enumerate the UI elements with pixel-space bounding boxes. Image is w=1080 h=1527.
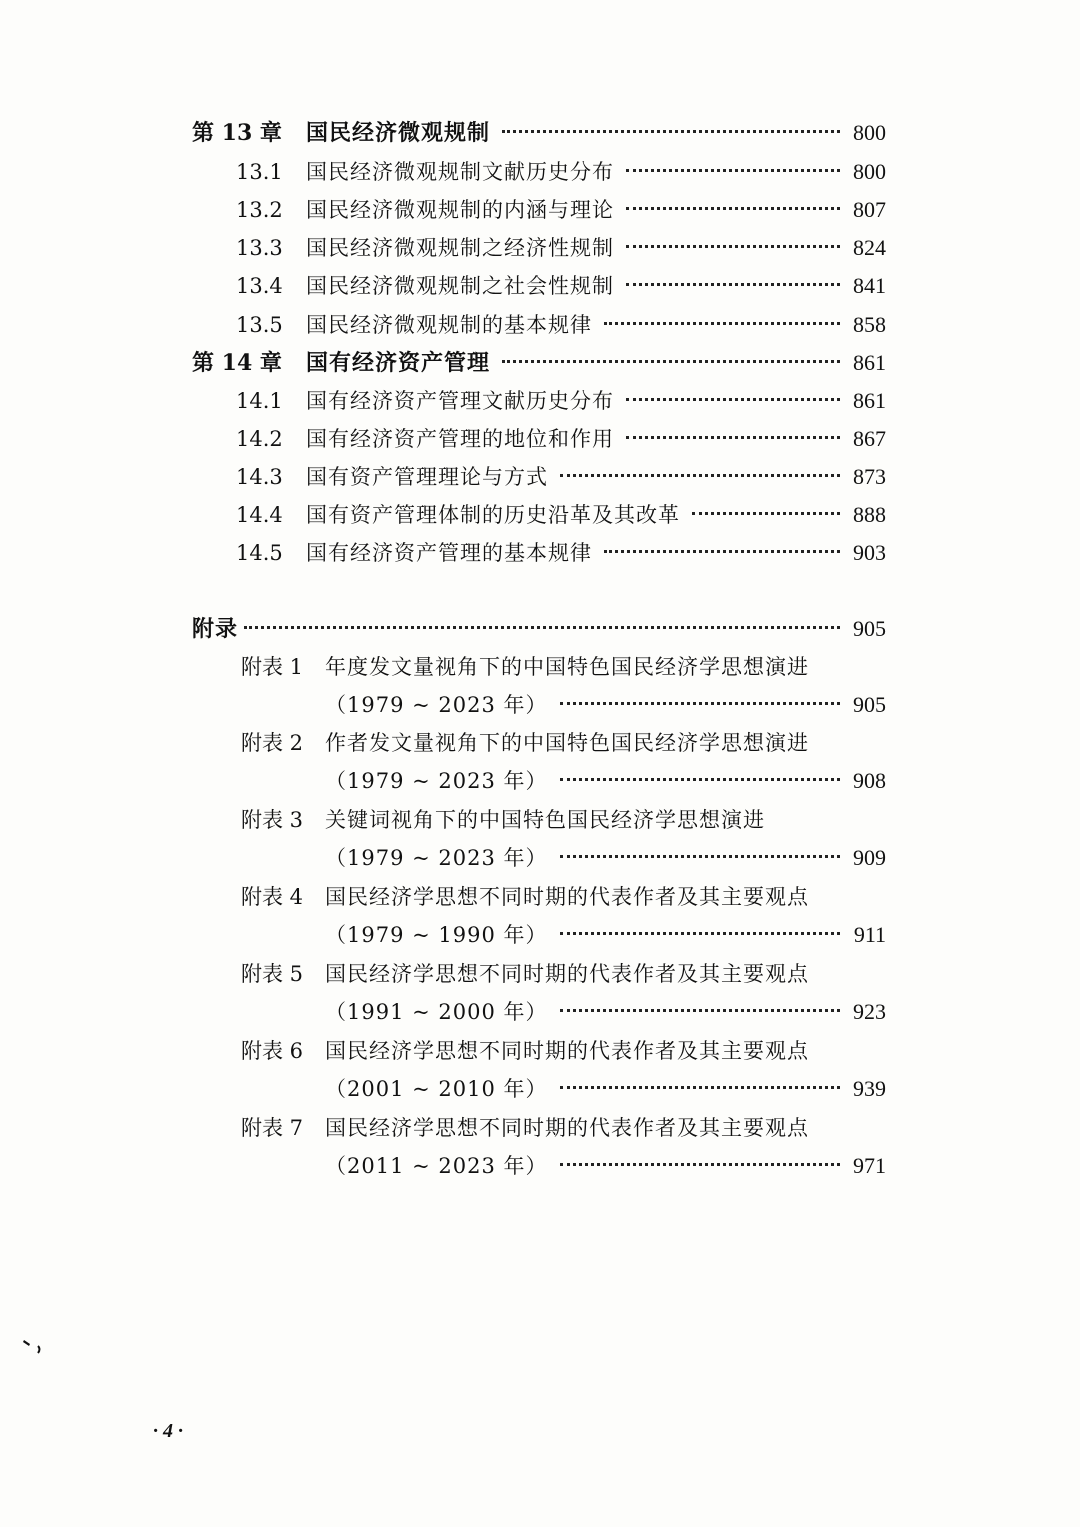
section-number: 14.4 xyxy=(236,503,283,527)
section-number: 14.3 xyxy=(236,465,283,489)
section-number: 14.5 xyxy=(236,541,283,565)
appendix-table-years: （1991 ~ 2000 年） xyxy=(325,1000,548,1024)
dot-leader xyxy=(560,1086,840,1089)
appendix-table-title: 国民经济学思想不同时期的代表作者及其主要观点 xyxy=(325,1039,809,1063)
section-number: 13.5 xyxy=(236,313,283,337)
page-number: 971 xyxy=(853,1153,886,1178)
appendix-table-title: 国民经济学思想不同时期的代表作者及其主要观点 xyxy=(325,962,809,986)
scan-speck xyxy=(22,1336,52,1356)
dot-leader xyxy=(560,855,840,858)
appendix-table-title: 年度发文量视角下的中国特色国民经济学思想演进 xyxy=(325,655,809,679)
dot-leader xyxy=(244,626,840,629)
page-number: 867 xyxy=(853,426,886,451)
page-number: 903 xyxy=(853,540,886,565)
toc-appendix-table-1[interactable] xyxy=(241,650,886,684)
section-title: 国有经济资产管理文献历史分布 xyxy=(306,389,614,413)
toc-section-14-2[interactable] xyxy=(236,422,886,456)
appendix-table-number: 附表 4 xyxy=(241,885,304,909)
appendix-table-title: 作者发文量视角下的中国特色国民经济学思想演进 xyxy=(325,731,809,755)
section-title: 国民经济微观规制文献历史分布 xyxy=(306,160,614,184)
section-number: 13.2 xyxy=(236,198,283,222)
dot-leader xyxy=(626,398,840,401)
page-number: 911 xyxy=(853,922,886,947)
chapter-title: 国民经济微观规制 xyxy=(305,120,490,146)
chapter-number: 第 14 章 xyxy=(192,350,282,376)
toc-section-13-4[interactable] xyxy=(236,269,886,303)
toc-appendix-table-4[interactable] xyxy=(241,880,886,914)
dot-leader xyxy=(560,702,840,705)
chapter-number: 第 13 章 xyxy=(192,120,282,146)
dot-leader xyxy=(560,932,840,935)
dot-leader xyxy=(604,550,840,553)
appendix-table-number: 附表 7 xyxy=(241,1116,304,1140)
toc-appendix-table-5-years[interactable] xyxy=(325,995,886,1029)
toc-section-13-2[interactable] xyxy=(236,193,886,227)
section-number: 13.4 xyxy=(236,274,283,298)
page-number: 888 xyxy=(853,502,886,527)
appendix-table-years: （1979 ~ 2023 年） xyxy=(325,769,548,793)
appendix-table-number: 附表 2 xyxy=(241,731,304,755)
page-number: 858 xyxy=(853,312,886,337)
dot-leader xyxy=(502,130,840,133)
toc-appendix[interactable] xyxy=(192,612,886,646)
dot-leader xyxy=(560,1163,840,1166)
section-number: 14.1 xyxy=(236,389,283,413)
appendix-table-title: 国民经济学思想不同时期的代表作者及其主要观点 xyxy=(325,885,809,909)
page-number: 939 xyxy=(853,1076,886,1101)
section-number: 13.1 xyxy=(236,160,283,184)
toc-appendix-table-7-years[interactable] xyxy=(325,1149,886,1183)
page-number: 923 xyxy=(853,999,886,1024)
section-number: 13.3 xyxy=(236,236,283,260)
toc-section-14-3[interactable] xyxy=(236,460,886,494)
toc-section-13-5[interactable] xyxy=(236,308,886,342)
toc-appendix-table-6[interactable] xyxy=(241,1034,886,1068)
appendix-table-years: （2001 ~ 2010 年） xyxy=(325,1077,548,1101)
appendix-table-number: 附表 1 xyxy=(241,655,304,679)
dot-leader xyxy=(626,245,840,248)
dot-leader xyxy=(604,322,840,325)
toc-appendix-table-3[interactable] xyxy=(241,803,886,837)
toc-section-14-1[interactable] xyxy=(236,384,886,418)
section-title: 国民经济微观规制的内涵与理论 xyxy=(306,198,614,222)
section-title: 国民经济微观规制的基本规律 xyxy=(306,313,592,337)
toc-appendix-table-1-years[interactable] xyxy=(325,688,886,722)
section-title: 国民经济微观规制之经济性规制 xyxy=(306,236,614,260)
dot-leader xyxy=(692,512,840,515)
toc-section-13-1[interactable] xyxy=(236,155,886,189)
section-title: 国有资产管理理论与方式 xyxy=(306,465,548,489)
page-folio: · 4 · xyxy=(153,1420,183,1442)
section-number: 14.2 xyxy=(236,427,283,451)
dot-leader xyxy=(626,283,840,286)
toc-appendix-table-3-years[interactable] xyxy=(325,841,886,875)
toc-section-13-3[interactable] xyxy=(236,231,886,265)
dot-leader xyxy=(502,360,840,363)
page-number: 841 xyxy=(853,273,886,298)
toc-appendix-table-7[interactable] xyxy=(241,1111,886,1145)
toc-appendix-table-2[interactable] xyxy=(241,726,886,760)
section-title: 国有经济资产管理的地位和作用 xyxy=(306,427,614,451)
dot-leader xyxy=(626,436,840,439)
page-number: 905 xyxy=(853,692,886,717)
appendix-table-title: 关键词视角下的中国特色国民经济学思想演进 xyxy=(325,808,765,832)
page-number: 905 xyxy=(853,616,886,641)
page-number: 800 xyxy=(853,120,886,145)
page-number: 824 xyxy=(853,235,886,260)
page-number: 861 xyxy=(853,388,886,413)
toc-chapter-13[interactable] xyxy=(192,116,886,150)
appendix-title: 附录 xyxy=(192,616,239,642)
page-number: 800 xyxy=(853,159,886,184)
page-number: 909 xyxy=(853,845,886,870)
appendix-table-years: （2011 ~ 2023 年） xyxy=(325,1154,548,1178)
appendix-table-number: 附表 6 xyxy=(241,1039,304,1063)
dot-leader xyxy=(626,169,840,172)
dot-leader xyxy=(560,474,840,477)
dot-leader xyxy=(560,1009,840,1012)
page-number: 861 xyxy=(853,350,886,375)
toc-appendix-table-2-years[interactable] xyxy=(325,764,886,798)
page-number: 873 xyxy=(853,464,886,489)
toc-appendix-table-4-years[interactable] xyxy=(325,918,886,952)
page-number: 908 xyxy=(853,768,886,793)
section-title: 国民经济微观规制之社会性规制 xyxy=(306,274,614,298)
dot-leader xyxy=(560,778,840,781)
appendix-table-years: （1979 ~ 2023 年） xyxy=(325,846,548,870)
toc-appendix-table-5[interactable] xyxy=(241,957,886,991)
appendix-table-title: 国民经济学思想不同时期的代表作者及其主要观点 xyxy=(325,1116,809,1140)
appendix-table-years: （1979 ~ 2023 年） xyxy=(325,693,548,717)
toc-appendix-table-6-years[interactable] xyxy=(325,1072,886,1106)
section-title: 国有经济资产管理的基本规律 xyxy=(306,541,592,565)
page-number: 807 xyxy=(853,197,886,222)
chapter-title: 国有经济资产管理 xyxy=(305,350,490,376)
section-title: 国有资产管理体制的历史沿革及其改革 xyxy=(306,503,680,527)
toc-section-14-4[interactable] xyxy=(236,498,886,532)
appendix-table-number: 附表 5 xyxy=(241,962,304,986)
toc-chapter-14[interactable] xyxy=(192,346,886,380)
appendix-table-number: 附表 3 xyxy=(241,808,304,832)
dot-leader xyxy=(626,207,840,210)
toc-section-14-5[interactable] xyxy=(236,536,886,570)
appendix-table-years: （1979 ~ 1990 年） xyxy=(325,923,548,947)
